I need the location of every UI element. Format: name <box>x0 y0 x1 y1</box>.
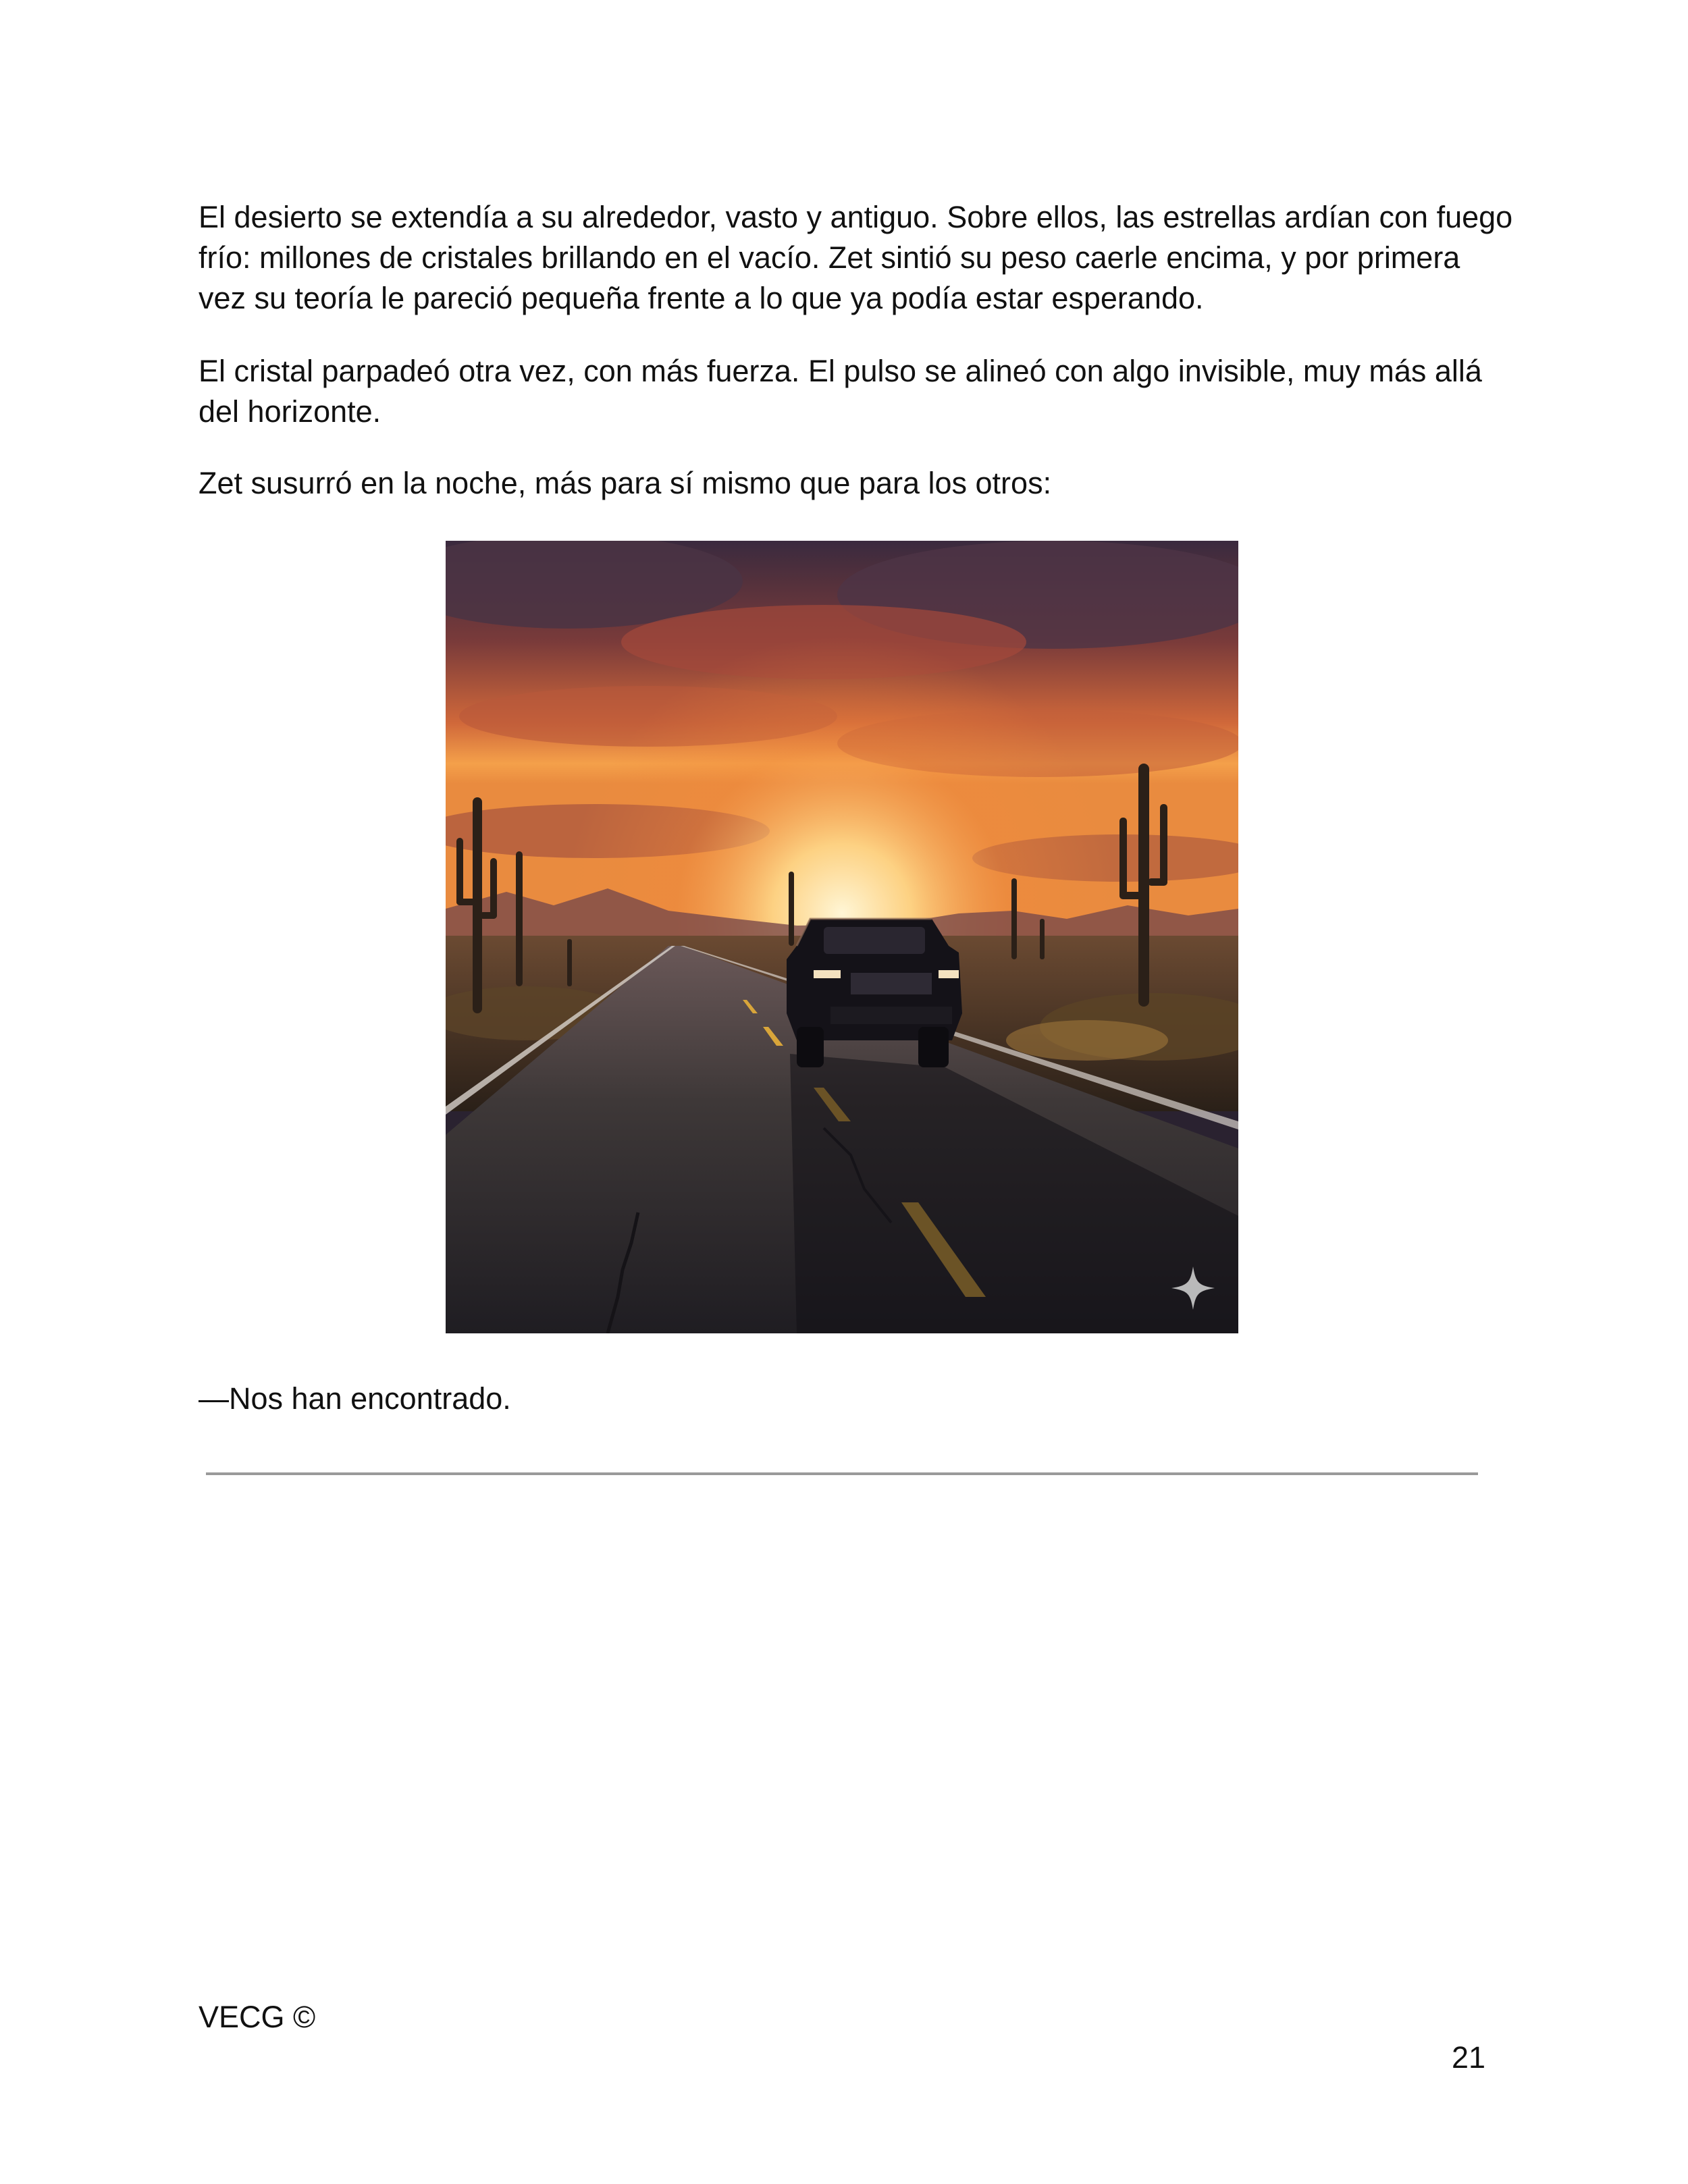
paragraph: El desierto se extendía a su alrededor, vasto y antiguo. Sobre ellos, las estrellas ardían con fuego frío: millones de cristales brillando en el vacío. Zet sintió su peso caerle encima, y por primera vez su teoría le pareció pequeña frente a lo que ya podía estar esperando. <box>199 200 1513 315</box>
desert-road-illustration <box>446 541 1238 1333</box>
paragraph: —Nos han encontrado. <box>199 1381 511 1416</box>
page-number: 21 <box>1451 2040 1485 2075</box>
paragraph: El cristal parpadeó otra vez, con más fuerza. El pulso se alineó con algo invisible, muy más allá del horizonte. <box>199 354 1482 429</box>
copyright-notice: VECG © <box>199 2000 316 2034</box>
horizontal-divider <box>206 1472 1478 1475</box>
paragraph: Zet susurró en la noche, más para sí mismo que para los otros: <box>199 466 1052 500</box>
